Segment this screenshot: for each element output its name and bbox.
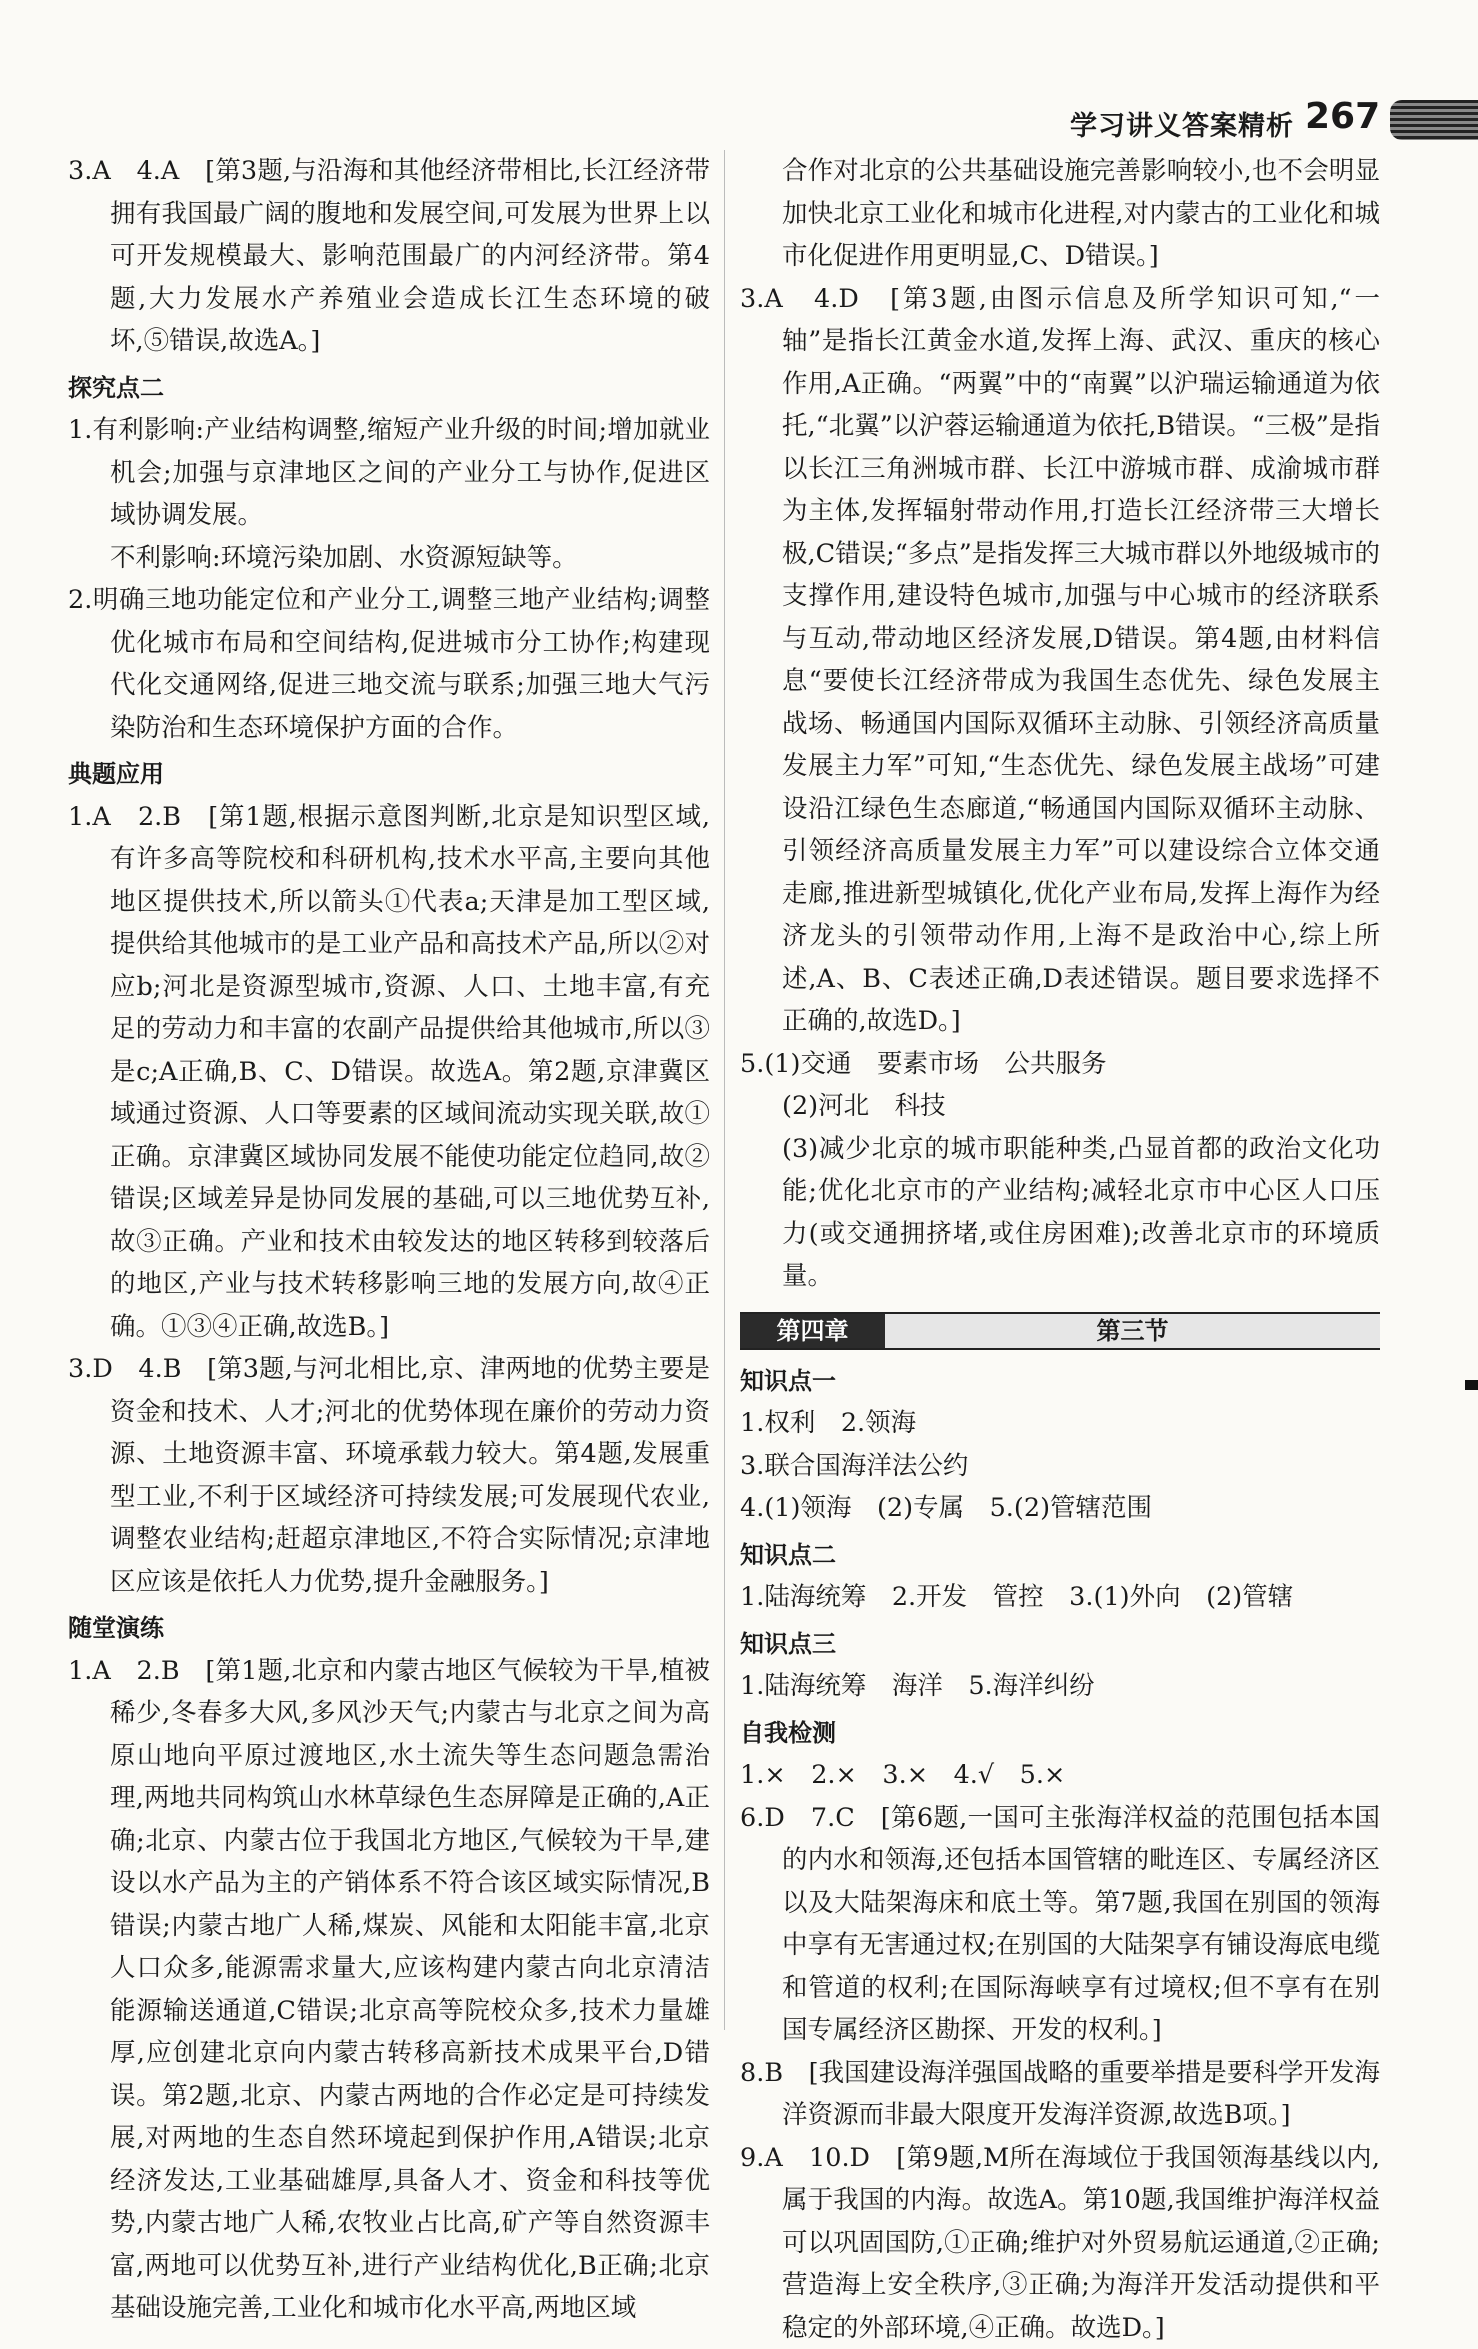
right-column: [740, 150, 1380, 2349]
answer-block: 2.明确三地功能定位和产业分工,调整三地产业结构;调整优化城市布局和空间结构,促进城市分工协作;构建现代化交通网络,促进三地交流与联系;加强三地大气污染防治和生态环境保护方面的合作。: [68, 579, 710, 749]
answer-block: 1.有利影响:产业结构调整,缩短产业升级的时间;增加就业机会;加强与京津地区之间的产业分工与协作,促进区域协调发展。: [68, 409, 710, 537]
answer-sub: (2)河北 科技: [740, 1085, 1380, 1128]
answer-line: 1.权利 2.领海: [740, 1402, 1380, 1445]
answer-block: 9.A 10.D [第9题,M所在海域位于我国领海基线以内,属于我国的内海。故选A。第10题,我国维护海洋权益可以巩固国防,①正确;维护对外贸易航运通道,②正确;营造海上安全秩序,③正确;为海洋开发活动提供和平稳定的外部环境,④正确。故选D。]: [740, 2137, 1380, 2349]
section-heading: 知识点一: [740, 1360, 1380, 1403]
answer-sub: (3)减少北京的城市职能种类,凸显首都的政治文化功能;优化北京市的产业结构;减轻北京市中心区人口压力(或交通拥挤堵,或住房困难);改善北京市的环境质量。: [740, 1128, 1380, 1298]
left-column: [68, 150, 710, 2330]
section-heading: 自我检测: [740, 1712, 1380, 1755]
page-header: [1060, 100, 1478, 148]
answer-line: 1.× 2.× 3.× 4.√ 5.×: [740, 1754, 1380, 1797]
section-heading: 知识点二: [740, 1534, 1380, 1577]
answer-line: 1.陆海统筹 2.开发 管控 3.(1)外向 (2)管辖: [740, 1576, 1380, 1619]
edge-mark-decoration: [1465, 1380, 1478, 1390]
answer-block: 1.A 2.B [第1题,北京和内蒙古地区气候较为干旱,植被稀少,冬春多大风,多风沙天气;内蒙古与北京之间为高原山地向平原过渡地区,水土流失等生态问题急需治理,两地共同构筑山水林草绿色生态屏障是正确的,A正确;北京、内蒙古位于我国北方地区,气候较为干旱,建设以水产品为主的产销体系不符合该区域实际情况,B错误;内蒙古地广人稀,煤炭、风能和太阳能丰富,北京人口众多,能源需求量大,应该构建内蒙古向北京清洁能源输送通道,C错误;北京高等院校众多,技术力量雄厚,应创建北京向内蒙古转移高新技术成果平台,D错误。第2题,北京、内蒙古两地的合作必定是可持续发展,对两地的生态自然环境起到保护作用,A错误;北京经济发达,工业基础雄厚,具备人才、资金和科技等优势,内蒙古地广人稀,农牧业占比高,矿产等自然资源丰富,两地可以优势互补,进行产业结构优化,B正确;北京基础设施完善,工业化和城市化水平高,两地区域: [68, 1650, 710, 2330]
answer-block: 3.A 4.D [第3题,由图示信息及所学知识可知,“一轴”是指长江黄金水道,发挥上海、武汉、重庆的核心作用,A正确。“两翼”中的“南翼”以沪瑞运输通道为依托,“北翼”以沪蓉运输通道为依托,B错误。“三极”是指以长江三角洲城市群、长江中游城市群、成渝城市群为主体,发挥辐射带动作用,打造长江经济带三大增长极,C错误;“多点”是指发挥三大城市群以外地级城市的支撑作用,建设特色城市,加强与中心城市的经济联系与互动,带动地区经济发展,D错误。第4题,由材料信息“要使长江经济带成为我国生态优先、绿色发展主战场、畅通国内国际双循环主动脉、引领经济高质量发展主力军”可知,“生态优先、绿色发展主战场”可建设沿江绿色生态廊道,“畅通国内国际双循环主动脉、引领经济高质量发展主力军”可以建设综合立体交通走廊,推进新型城镇化,优化产业布局,发挥上海作为经济龙头的引领带动作用,上海不是政治中心,综上所述,A、B、C表述正确,D表述错误。题目要求选择不正确的,故选D。]: [740, 278, 1380, 1043]
chapter-label: 第四章: [740, 1314, 885, 1348]
chapter-banner: [740, 1312, 1380, 1350]
answer-line: 3.联合国海洋法公约: [740, 1445, 1380, 1488]
answer-continuation: 不利影响:环境污染加剧、水资源短缺等。: [68, 537, 710, 580]
page-number: 267: [1305, 96, 1380, 137]
answer-block: 3.D 4.B [第3题,与河北相比,京、津两地的优势主要是资金和技术、人才;河北的优势体现在廉价的劳动力资源、土地资源丰富、环境承载力较大。第4题,发展重型工业,不利于区域经济可持续发展;可发展现代农业,调整农业结构;赶超京津地区,不符合实际情况;京津地区应该是依托人力优势,提升金融服务。]: [68, 1348, 710, 1603]
section-heading: 探究点二: [68, 367, 710, 410]
answer-block: 3.A 4.A [第3题,与沿海和其他经济带相比,长江经济带拥有我国最广阔的腹地和发展空间,可发展为世界上以可开发规模最大、影响范围最广的内河经济带。第4题,大力发展水产养殖业会造成长江生态环境的破坏,⑤错误,故选A。]: [68, 150, 710, 363]
header-title: 学习讲义答案精析: [1070, 104, 1294, 143]
answer-block: 1.A 2.B [第1题,根据示意图判断,北京是知识型区域,有许多高等院校和科研机构,技术水平高,主要向其他地区提供技术,所以箭头①代表a;天津是加工型区域,提供给其他城市的是工业产品和高技术产品,所以②对应b;河北是资源型城市,资源、人口、土地丰富,有充足的劳动力和丰富的农副产品提供给其他城市,所以③是c;A正确,B、C、D错误。故选A。第2题,京津冀区域通过资源、人口等要素的区域间流动实现关联,故①正确。京津冀区域协同发展不能使功能定位趋同,故②错误;区域差异是协同发展的基础,可以三地优势互补,故③正确。产业和技术由较发达的地区转移到较落后的地区,产业与技术转移影响三地的发展方向,故④正确。①③④正确,故选B。]: [68, 796, 710, 1349]
section-heading: 典题应用: [68, 753, 710, 796]
section-heading: 随堂演练: [68, 1607, 710, 1650]
header-stripe-decoration: [1390, 100, 1478, 140]
answer-line: 4.(1)领海 (2)专属 5.(2)管辖范围: [740, 1487, 1380, 1530]
section-heading: 知识点三: [740, 1623, 1380, 1666]
section-label: 第三节: [885, 1314, 1380, 1348]
answer-block: 5.(1)交通 要素市场 公共服务: [740, 1043, 1380, 1086]
answer-continuation: 合作对北京的公共基础设施完善影响较小,也不会明显加快北京工业化和城市化进程,对内蒙古的工业化和城市化促进作用更明显,C、D错误。]: [740, 150, 1380, 278]
answer-block: 6.D 7.C [第6题,一国可主张海洋权益的范围包括本国的内水和领海,还包括本国管辖的毗连区、专属经济区以及大陆架海床和底土等。第7题,我国在别国的领海中享有无害通过权;在别国的大陆架享有铺设海底电缆和管道的权利;在国际海峡享有过境权;但不享有在别国专属经济区勘探、开发的权利。]: [740, 1797, 1380, 2052]
answer-block: 8.B [我国建设海洋强国战略的重要举措是要科学开发海洋资源而非最大限度开发海洋资源,故选B项。]: [740, 2052, 1380, 2137]
answer-line: 1.陆海统筹 海洋 5.海洋纠纷: [740, 1665, 1380, 1708]
column-divider: [724, 150, 725, 2030]
